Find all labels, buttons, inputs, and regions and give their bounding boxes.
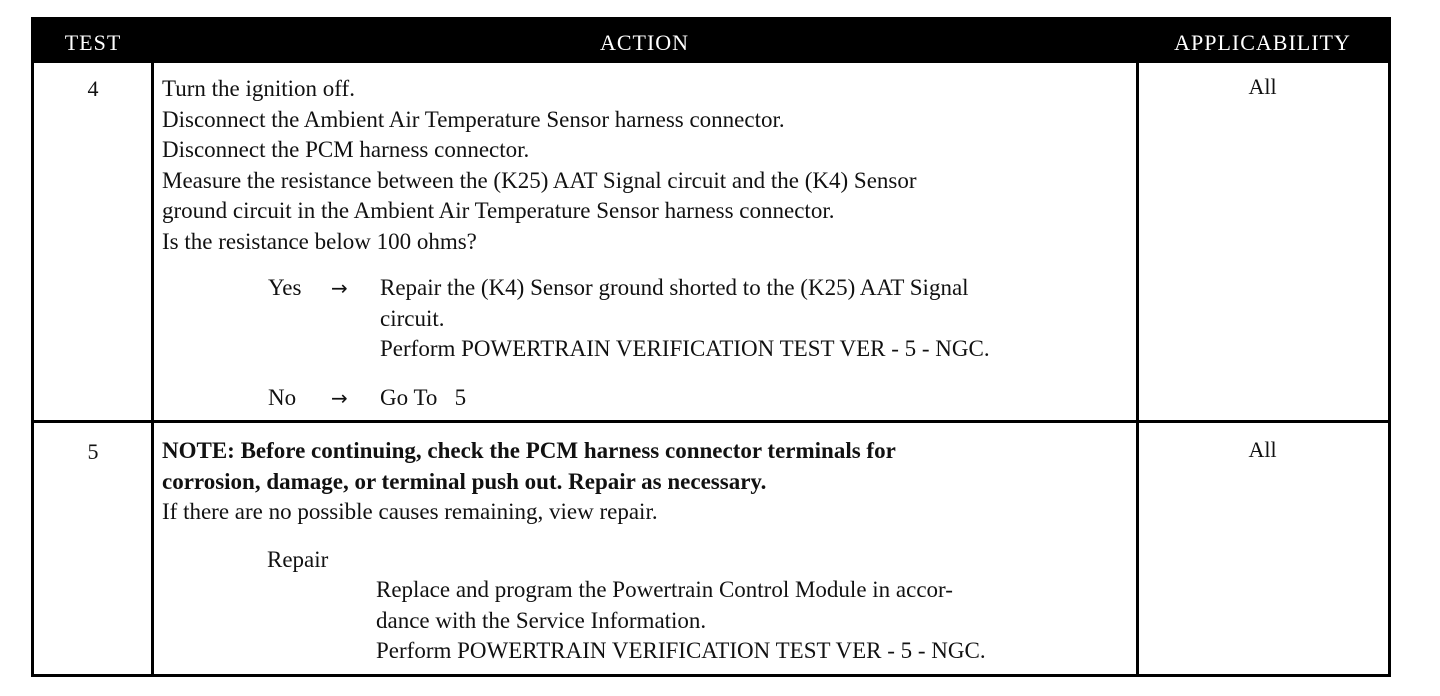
yes-label: Yes [268,275,302,300]
yes-response [380,273,1134,365]
repair-response [376,575,1134,667]
instruction-line: Disconnect the PCM harness connector. [162,137,530,162]
header-action: ACTION [599,30,690,55]
response-line: Replace and program the Powertrain Control Module in accor- [376,577,953,602]
column-divider [151,63,154,674]
response-line: Perform POWERTRAIN VERIFICATION TEST VER - 5 - NGC. [380,336,990,361]
test-number: 4 [87,76,99,101]
repair-label: Repair [267,547,329,572]
right-arrow-icon: → [331,386,348,410]
header-test: TEST [64,30,122,55]
response-line: Repair the (K4) Sensor ground shorted to the (K25) AAT Signal [380,275,969,300]
right-arrow-icon: → [331,276,348,300]
instruction-line: ground circuit in the Ambient Air Temperature Sensor harness connector. [162,198,835,223]
header-applicability: APPLICABILITY [1174,30,1351,55]
no-response: Go To 5 [380,385,467,410]
response-line: Perform POWERTRAIN VERIFICATION TEST VER - 5 - NGC. [376,638,986,663]
diagnostic-table [31,17,1391,677]
no-label: No [268,385,297,410]
test-number: 5 [87,439,99,464]
table-header [34,20,1388,63]
instruction-line: Is the resistance below 100 ohms? [162,228,477,254]
row-divider [34,420,1388,423]
column-divider [1136,63,1139,674]
note-line: NOTE: Before continuing, check the PCM harness connector terminals for [162,438,896,463]
instruction-line: Measure the resistance between the (K25) AAT Signal circuit and the (K4) Sensor [162,167,917,193]
response-line: dance with the Service Information. [376,607,707,633]
instruction-line: If there are no possible causes remaining, view repair. [162,499,658,524]
applicability-value: All [1248,437,1277,462]
action-instructions [162,436,1134,528]
instruction-line: Disconnect the Ambient Air Temperature Sensor harness connector. [162,106,785,132]
applicability-value: All [1248,74,1277,99]
note-line: corrosion, damage, or terminal push out. Repair as necessary. [162,468,767,494]
action-instructions [162,74,1134,257]
instruction-line: Turn the ignition off. [162,76,355,101]
response-line: circuit. [380,305,445,331]
